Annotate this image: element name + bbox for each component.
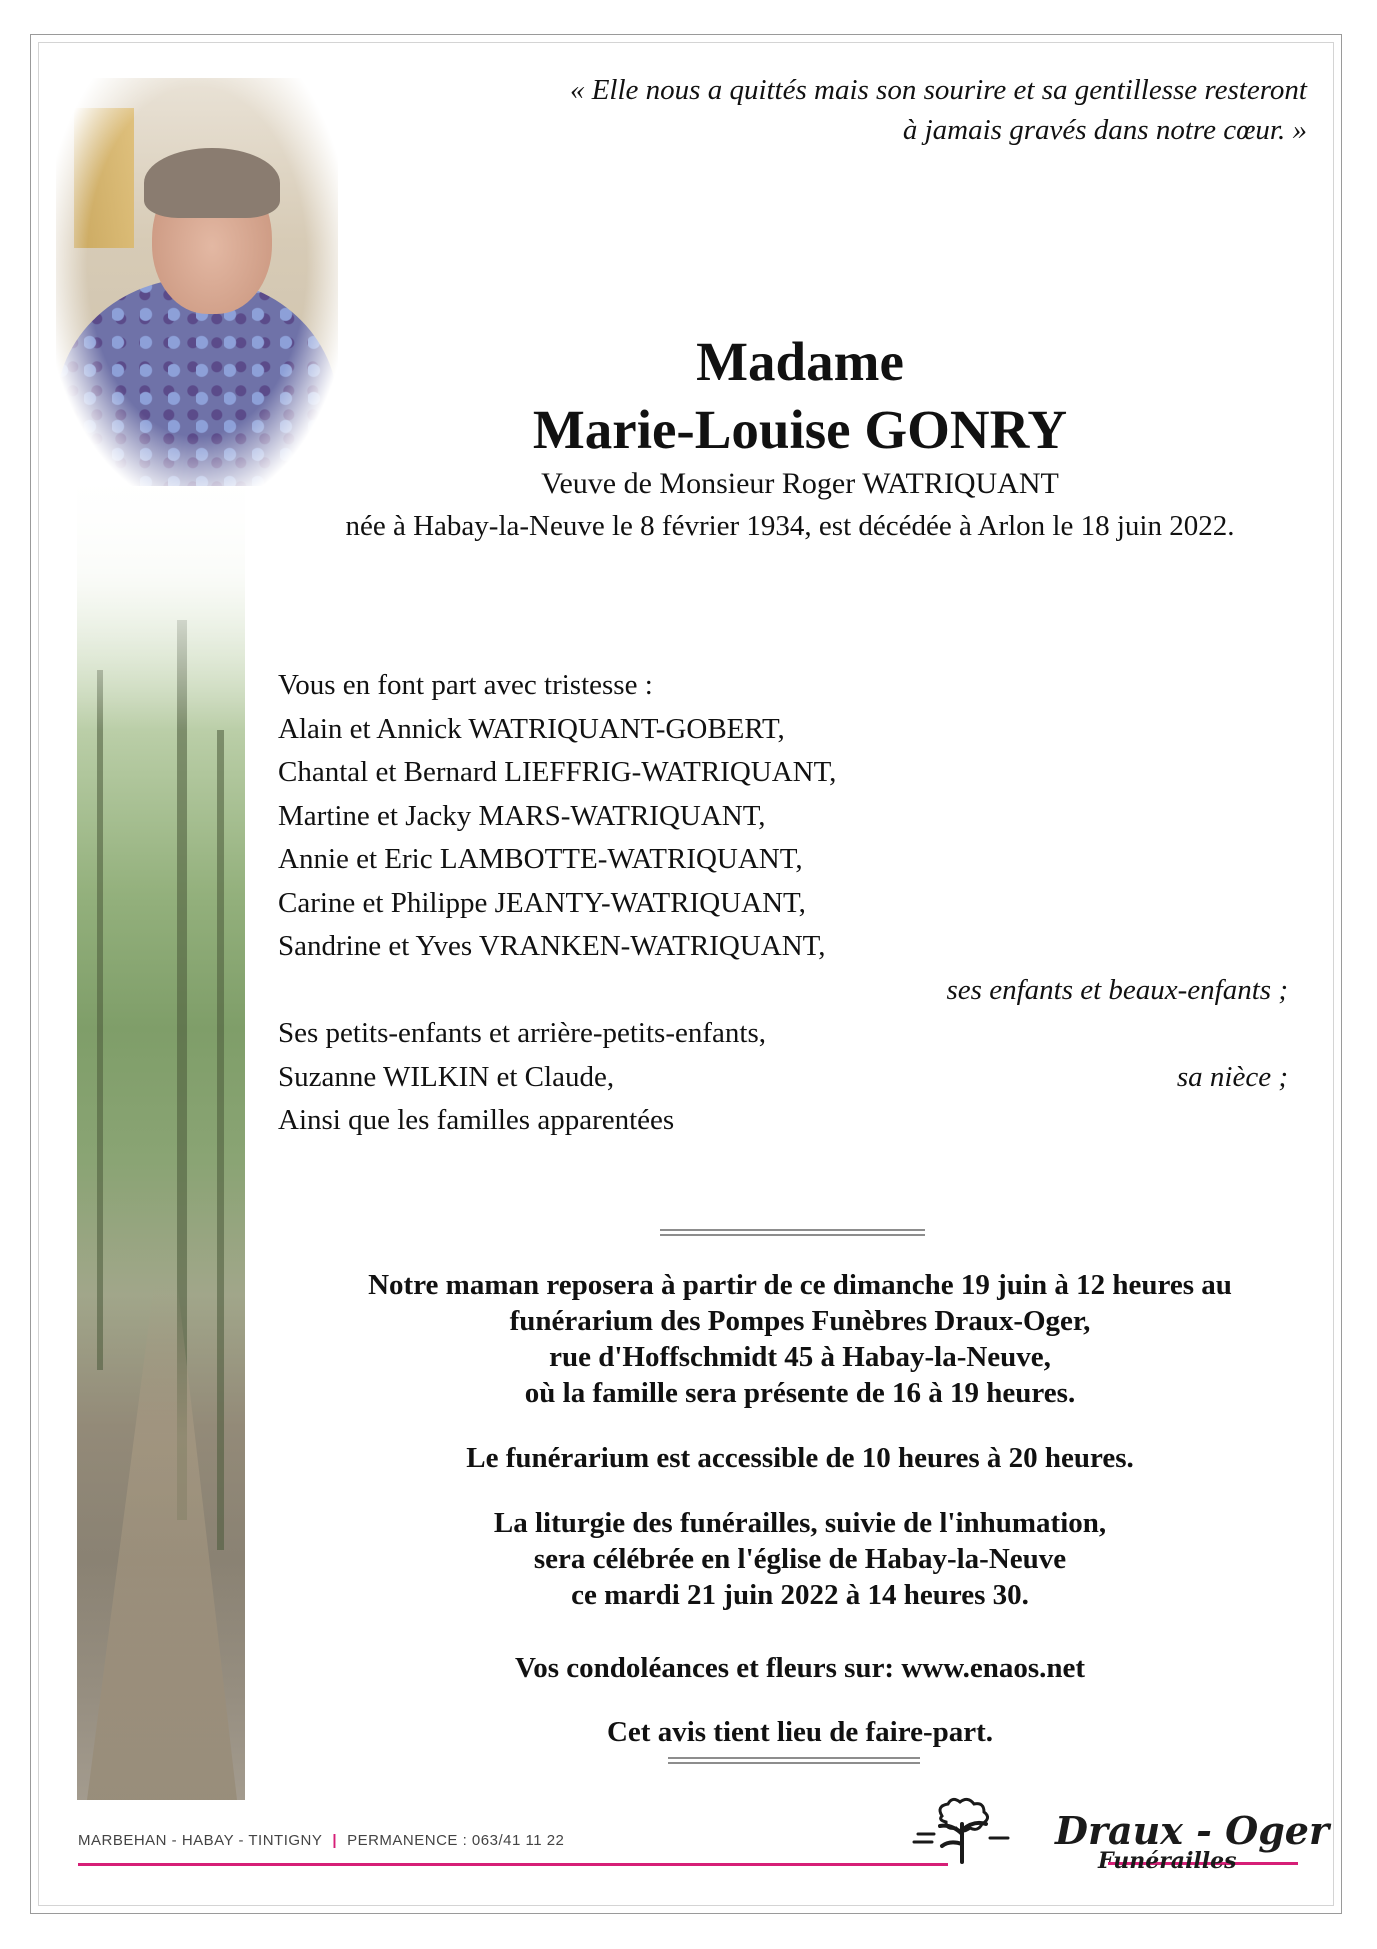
family-list: [278, 664, 1288, 1143]
condolences-line: Vos condoléances et fleurs sur: www.enaos.net: [514, 1652, 1086, 1684]
list-item: Chantal et Bernard LIEFFRIG-WATRIQUANT,: [278, 756, 837, 788]
footer-contact: [78, 1832, 564, 1849]
divider-bottom: [668, 1757, 920, 1764]
brand-subtitle: Funérailles: [1098, 1848, 1237, 1874]
niece-role: sa nièce ;: [1176, 1060, 1288, 1093]
info-line: ce mardi 21 juin 2022 à 14 heures 30.: [571, 1579, 1029, 1611]
deceased-name: Marie-Louise GONRY: [532, 399, 1068, 460]
children-role: ses enfants et beaux-enfants ;: [946, 973, 1288, 1006]
list-item: Martine et Jacky MARS-WATRIQUANT,: [278, 799, 766, 832]
list-item: Sandrine et Yves VRANKEN-WATRIQUANT,: [278, 930, 826, 962]
notice-line: Cet avis tient lieu de faire-part.: [606, 1716, 994, 1748]
info-line: La liturgie des funérailles, suivie de l'inhumation,: [493, 1507, 1107, 1539]
footer-locations: MARBEHAN - HABAY - TINTIGNY: [78, 1832, 323, 1849]
info-line: où la famille sera présente de 16 à 19 heures.: [524, 1377, 1076, 1409]
info-line: sera célébrée en l'église de Habay-la-Neuve: [533, 1543, 1067, 1575]
info-line: Notre maman reposera à partir de ce dimanche 19 juin à 12 heures au: [368, 1269, 1232, 1301]
tree-logo-icon: [912, 1794, 1012, 1864]
info-line: rue d'Hoffschmidt 45 à Habay-la-Neuve,: [549, 1341, 1051, 1373]
visitation-info: [300, 1267, 1300, 1411]
relatives-line: Ainsi que les familles apparentées: [278, 1104, 675, 1136]
grandchildren-line: Ses petits-enfants et arrière-petits-enfants,: [278, 1017, 766, 1049]
info-line: funérarium des Pompes Funèbres Draux-Oger,: [509, 1305, 1091, 1337]
list-item: Annie et Eric LAMBOTTE-WATRIQUANT,: [278, 843, 803, 875]
divider-top: [660, 1229, 925, 1236]
quote-line-2: à jamais gravés dans notre cœur. »: [902, 114, 1307, 146]
quote-line-1: « Elle nous a quittés mais son sourire et sa gentillesse resteront: [569, 74, 1307, 106]
birth-death-line: née à Habay-la-Neuve le 8 février 1934, est décédée à Arlon le 18 juin 2022.: [345, 510, 1235, 542]
memorial-quote: [487, 70, 1307, 150]
footer-separator: |: [332, 1832, 338, 1849]
honorific: Madame: [696, 331, 904, 392]
funerarium-hours: Le funérarium est accessible de 10 heures à 20 heures.: [466, 1442, 1134, 1474]
footer-rule-left: [78, 1863, 948, 1866]
list-item: Carine et Philippe JEANTY-WATRIQUANT,: [278, 886, 806, 919]
family-intro: Vous en font part avec tristesse :: [278, 669, 653, 701]
list-item: Alain et Annick WATRIQUANT-GOBERT,: [278, 712, 785, 745]
niece-line: Suzanne WILKIN et Claude,: [278, 1060, 615, 1093]
ceremony-info: [300, 1505, 1300, 1613]
footer-permanence: PERMANENCE : 063/41 11 22: [347, 1832, 565, 1849]
brand-name: Draux - Oger: [1055, 1808, 1329, 1853]
spouse-line: Veuve de Monsieur Roger WATRIQUANT: [541, 467, 1059, 500]
